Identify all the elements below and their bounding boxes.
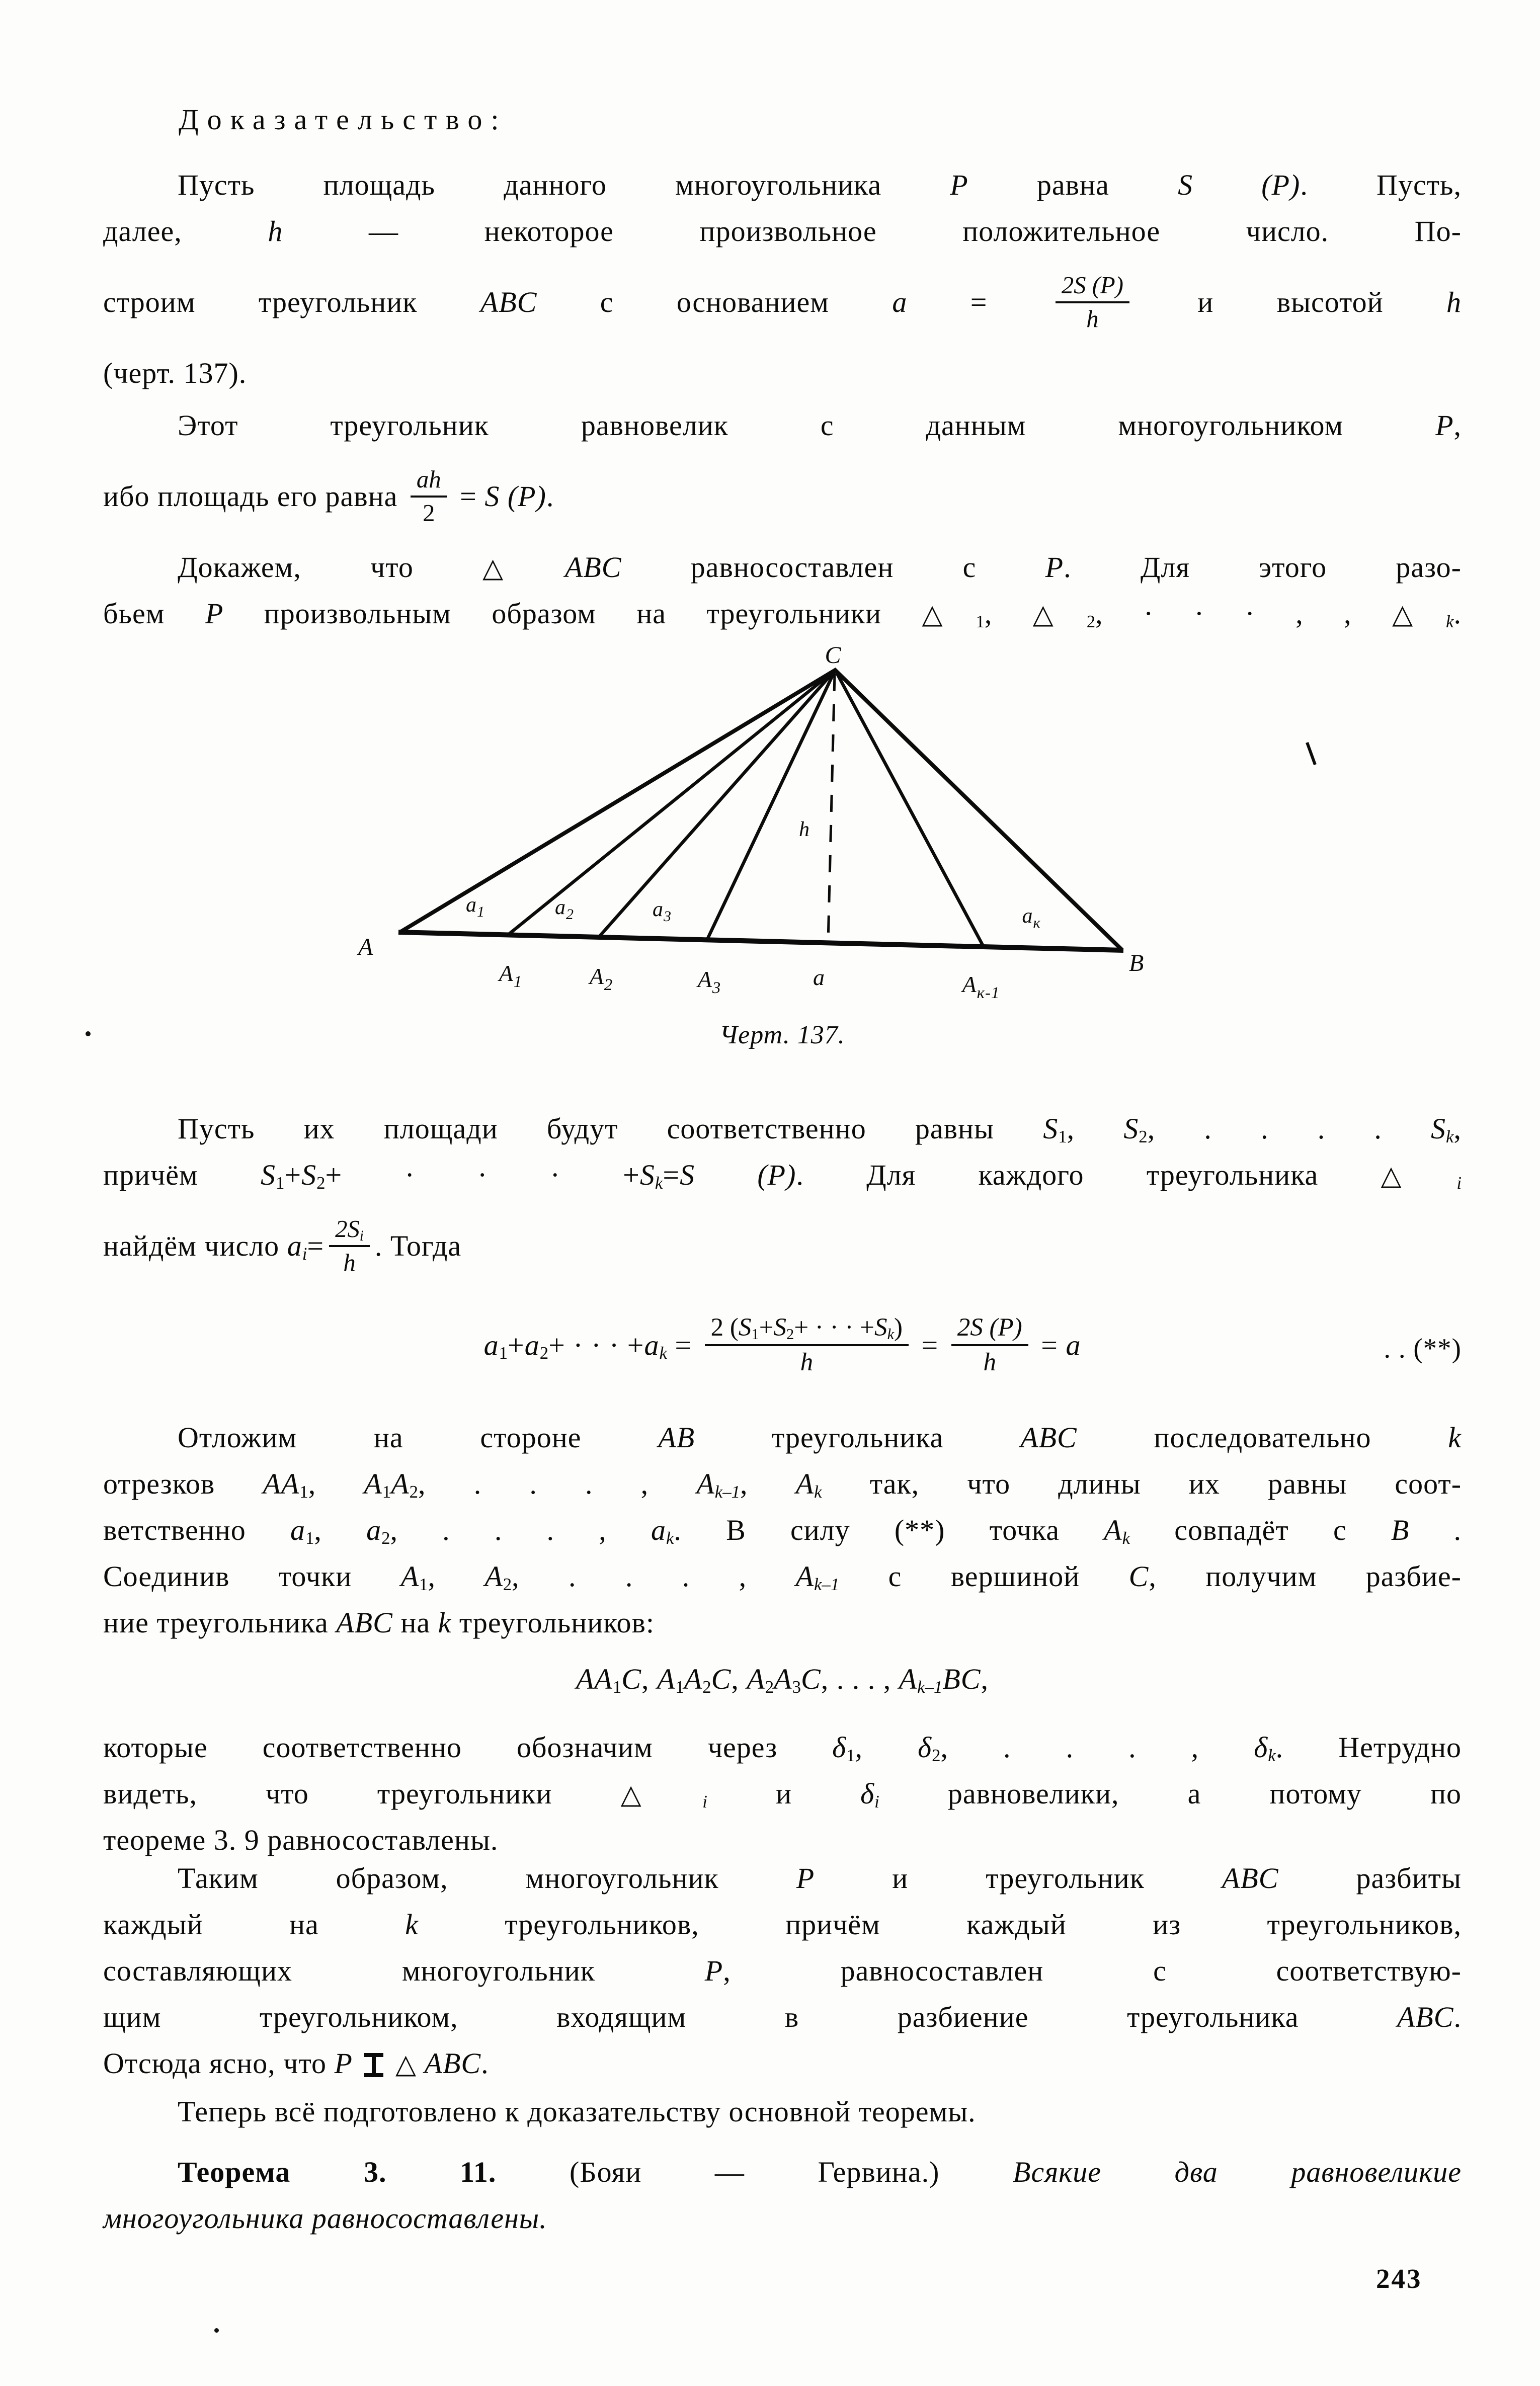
- text-line: ние треугольника ABC на k треугольников:: [103, 1606, 655, 1639]
- fraction: $\frac{2Si}{h}$: [329, 1215, 370, 1276]
- triangle-drawing: [398, 670, 1315, 950]
- text-line: причём S1+S2+ · · · +Sk=S (P). Для каждого треугольника △i: [103, 1159, 1462, 1193]
- segment-label-ak: $a_к$: [1022, 904, 1041, 931]
- segment-label-a3: $a_3$: [653, 898, 672, 925]
- cevian-A1: [508, 670, 835, 935]
- page-number: 243: [1376, 2263, 1422, 2294]
- text-line: далее, h — некоторое произвольное положительное число. По-: [103, 215, 1462, 248]
- triangle-base: [398, 932, 1123, 950]
- text-line: Пусть их площади будут соответственно равны S1, S2, . . . . Sk,: [178, 1112, 1462, 1146]
- point-label-Ak-1: $A_{к-1}$: [962, 971, 1000, 1002]
- text-line: видеть, что треугольники △i и δi равновелики, а потому по: [103, 1777, 1462, 1812]
- height-label-h: h: [799, 818, 810, 841]
- triangle-list-display: [103, 1656, 1462, 1706]
- paragraph-construction: [103, 162, 1462, 396]
- text-line: многоугольника равносоставлены.: [103, 2202, 547, 2235]
- text-line: бьем P произвольным образом на треугольники △1, △2, · · · , , △k.: [103, 597, 1462, 631]
- cevian-Ak-1: [835, 670, 984, 947]
- altitude-dashed-line: [828, 674, 835, 942]
- equidecomposable-symbol: [364, 2053, 383, 2077]
- text-line: Таким образом, многоугольник P и треугольник ABC разбиты: [178, 1862, 1462, 1895]
- triangle-sides: [400, 670, 1122, 950]
- text-line: Теорема 3. 11. (Бояи — Гервина.) Всякие два равновеликие: [178, 2156, 1462, 2188]
- text-line: теореме 3. 9 равносоставлены.: [103, 1824, 499, 1856]
- text-line: найдём число ai= $\frac{2Si}{h}$ . Тогда: [103, 1215, 462, 1276]
- text-line: ибо площадь его равна $\frac{ah}{2}$ = S (P).: [103, 466, 554, 527]
- paragraph-teper: [103, 2089, 1462, 2135]
- text-line: (черт. 137).: [103, 357, 247, 389]
- triangle-list-line: AA1C, A1A2C, A2A3C, . . . , Ak–1BC,: [576, 1663, 989, 1697]
- ink-speck: [86, 1031, 91, 1036]
- segment-label-a1: $a_1$: [466, 893, 485, 920]
- paragraph-delta: [103, 1724, 1462, 1863]
- paragraph-otlozhim: [103, 1415, 1462, 1646]
- text-line: отрезков AA1, A1A2, . . . , Ak–1, Ak так, что длины их равны соот-: [103, 1467, 1462, 1502]
- paragraph-dokazhem: [103, 544, 1462, 637]
- text-line: Теперь всё подготовлено к доказательству основной теоремы.: [178, 2095, 976, 2128]
- paragraph-areas: [103, 1106, 1462, 1294]
- text-line: щим треугольником, входящим в разбиение треугольника ABC.: [103, 2001, 1462, 2033]
- text-line: Этот треугольник равновелик с данным многоугольником P,: [178, 409, 1462, 442]
- point-label-A1: $A_1$: [499, 960, 523, 991]
- ink-stray-mark: [1307, 743, 1315, 765]
- equation-tag: . . (**): [1384, 1333, 1462, 1364]
- fraction: $\frac{2S (P)}{h}$: [951, 1313, 1028, 1377]
- text-line: которые соответственно обозначим через δ1, δ2, . . . , δk. Нетрудно: [103, 1731, 1462, 1765]
- point-label-A2: $A_2$: [589, 963, 613, 994]
- vertex-label-A: A: [358, 934, 374, 960]
- text-line: Докажем, что △ABC равносоставлен с P. Для этого разо-: [178, 551, 1462, 584]
- cevian-A2: [599, 670, 835, 937]
- segment-label-a2: $a_2$: [555, 896, 574, 923]
- fraction: $\frac{ah}{2}$: [411, 466, 447, 527]
- text-line: составляющих многоугольник P, равносоставлен с соответствую-: [103, 1954, 1462, 1987]
- point-label-A3: $A_3$: [697, 966, 721, 997]
- proof-heading: Доказательство:: [179, 103, 508, 136]
- text-line: Отложим на стороне AB треугольника ABC последовательно k: [178, 1421, 1462, 1454]
- text-line: ветственно a1, a2, . . . , ak. В силу (**) точка Ak совпадёт с B .: [103, 1514, 1462, 1548]
- equation-double-star: [103, 1298, 1462, 1398]
- paragraph-takim-obrazom: [103, 1855, 1462, 2087]
- paragraph-equal-area: [103, 402, 1462, 544]
- text-line: строим треугольник ABC с основанием a = $\frac{2S (P)}{h}$ и высотой h: [103, 272, 1462, 333]
- text-line: каждый на k треугольников, причём каждый из треугольников,: [103, 1908, 1462, 1941]
- text-line: Пусть площадь данного многоугольника P равна S (P). Пусть,: [178, 169, 1462, 201]
- theorem-3-11: [103, 2149, 1462, 2242]
- text-line: Отсюда ясно, что P △ ABC.: [103, 2047, 489, 2080]
- base-label-a: a: [813, 964, 825, 990]
- proof-heading-block: [103, 97, 1462, 143]
- figure-chert-137: [352, 633, 1358, 1008]
- vertex-label-B: B: [1129, 950, 1145, 976]
- ink-speck: [214, 2328, 219, 2333]
- figure-caption: Черт. 137.: [719, 1021, 845, 1049]
- vertex-label-C: C: [825, 642, 842, 669]
- text-line: Соединив точки A1, A2, . . . , Ak–1 с вершиной C, получим разбие-: [103, 1560, 1462, 1594]
- fraction: $\frac{2S (P)}{h}$: [1056, 272, 1129, 333]
- equation-body: a1+a2+ · · · +ak = $\frac{2 (S1+S2+ \cdot \cdot \cdot +Sk)}{h}$ = $\frac{2S (P)}{h}$ = a: [483, 1313, 1081, 1376]
- fraction: $\frac{2 (S1+S2+ \cdot \cdot \cdot +Sk)}{h}$: [705, 1313, 909, 1377]
